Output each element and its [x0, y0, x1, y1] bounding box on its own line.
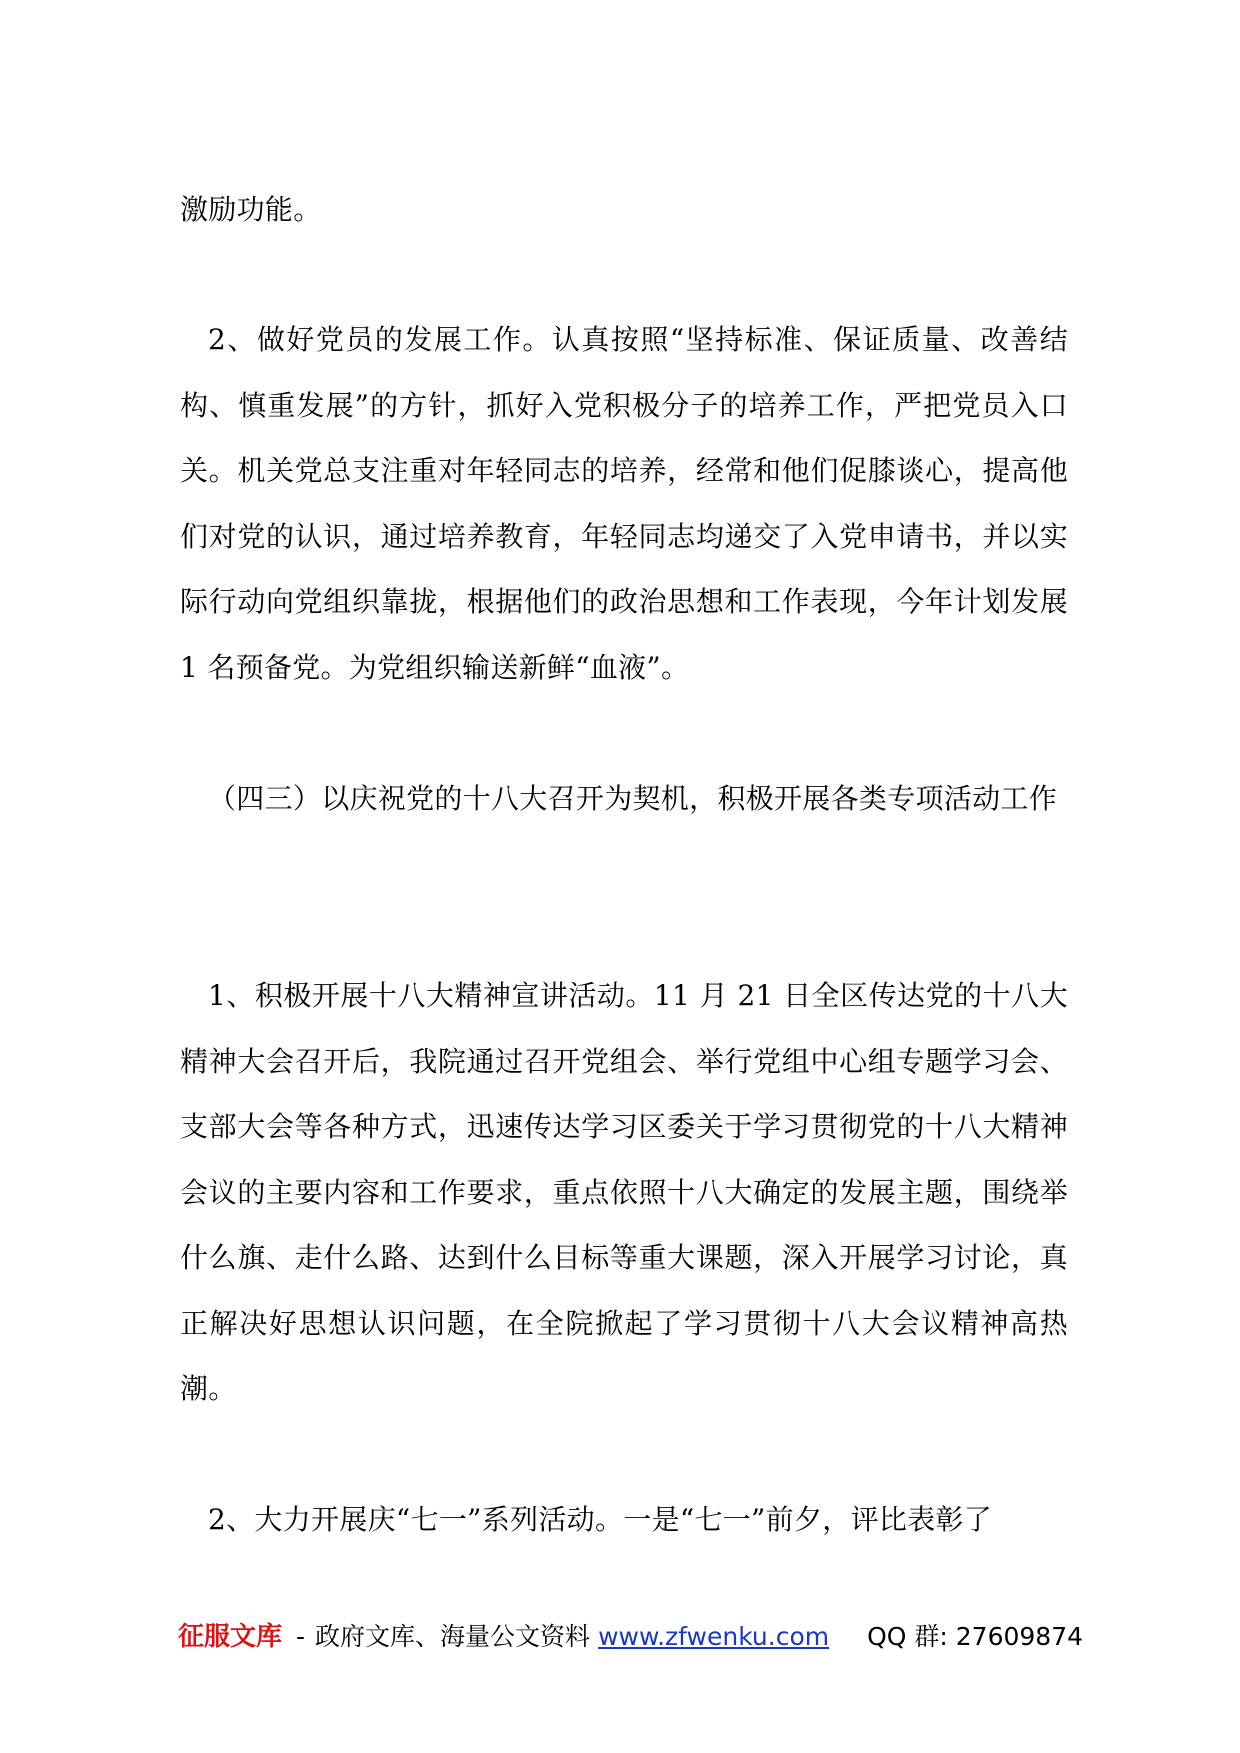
page-footer — [178, 1616, 1083, 1656]
paragraph-eighteenth-congress-lecture: 1、积极开展十八大精神宣讲活动。11 月 21 日全区传达党的十八大精神大会召开后，我院通过召开党组会、举行党组中心组专题学习会、支部大会等各种方式，迅速传达学习区委关于学习贯彻党的十八大精神会议的主要内容和工作要求，重点依照十八大确定的发展主题，围绕举什么旗、走什么路、达到什么目标等重大课题，深入开展学习讨论，真正解决好思想认识问题，在全院掀起了学习贯彻十八大会议精神高热潮。 — [180, 979, 1068, 1405]
footer-brand: 征服文库 — [178, 1622, 283, 1652]
footer-separator: - — [296, 1622, 306, 1651]
paragraph-continuation: 激励功能。 — [180, 193, 322, 226]
paragraph-july-first-activities: 2、大力开展庆“七一”系列活动。一是“七一”前夕，评比表彰了 — [208, 1503, 993, 1536]
paragraph-party-member-development: 2、做好党员的发展工作。认真按照“坚持标准、保证质量、改善结构、慎重发展”的方针，抓好入党积极分子的培养工作，严把党员入口关。机关党总支注重对年轻同志的培养，经常和他们促膝谈心，提高他们对党的认识，通过培养教育，年轻同志均递交了入党申请书，并以实际行动向党组织靠拢，根据他们的政治思想和工作表现，今年计划发展 1 名预备党。为党组织输送新鲜“血液”。 — [180, 323, 1068, 684]
section-heading: （四三）以庆祝党的十八大召开为契机，积极开展各类专项活动工作 — [208, 782, 1058, 815]
footer-description: 政府文库、海量公文资料 — [315, 1622, 591, 1651]
footer-qq-group: QQ 群: 27609874 — [867, 1622, 1084, 1651]
footer-website-link[interactable]: www.zfwenku.com — [598, 1622, 830, 1651]
